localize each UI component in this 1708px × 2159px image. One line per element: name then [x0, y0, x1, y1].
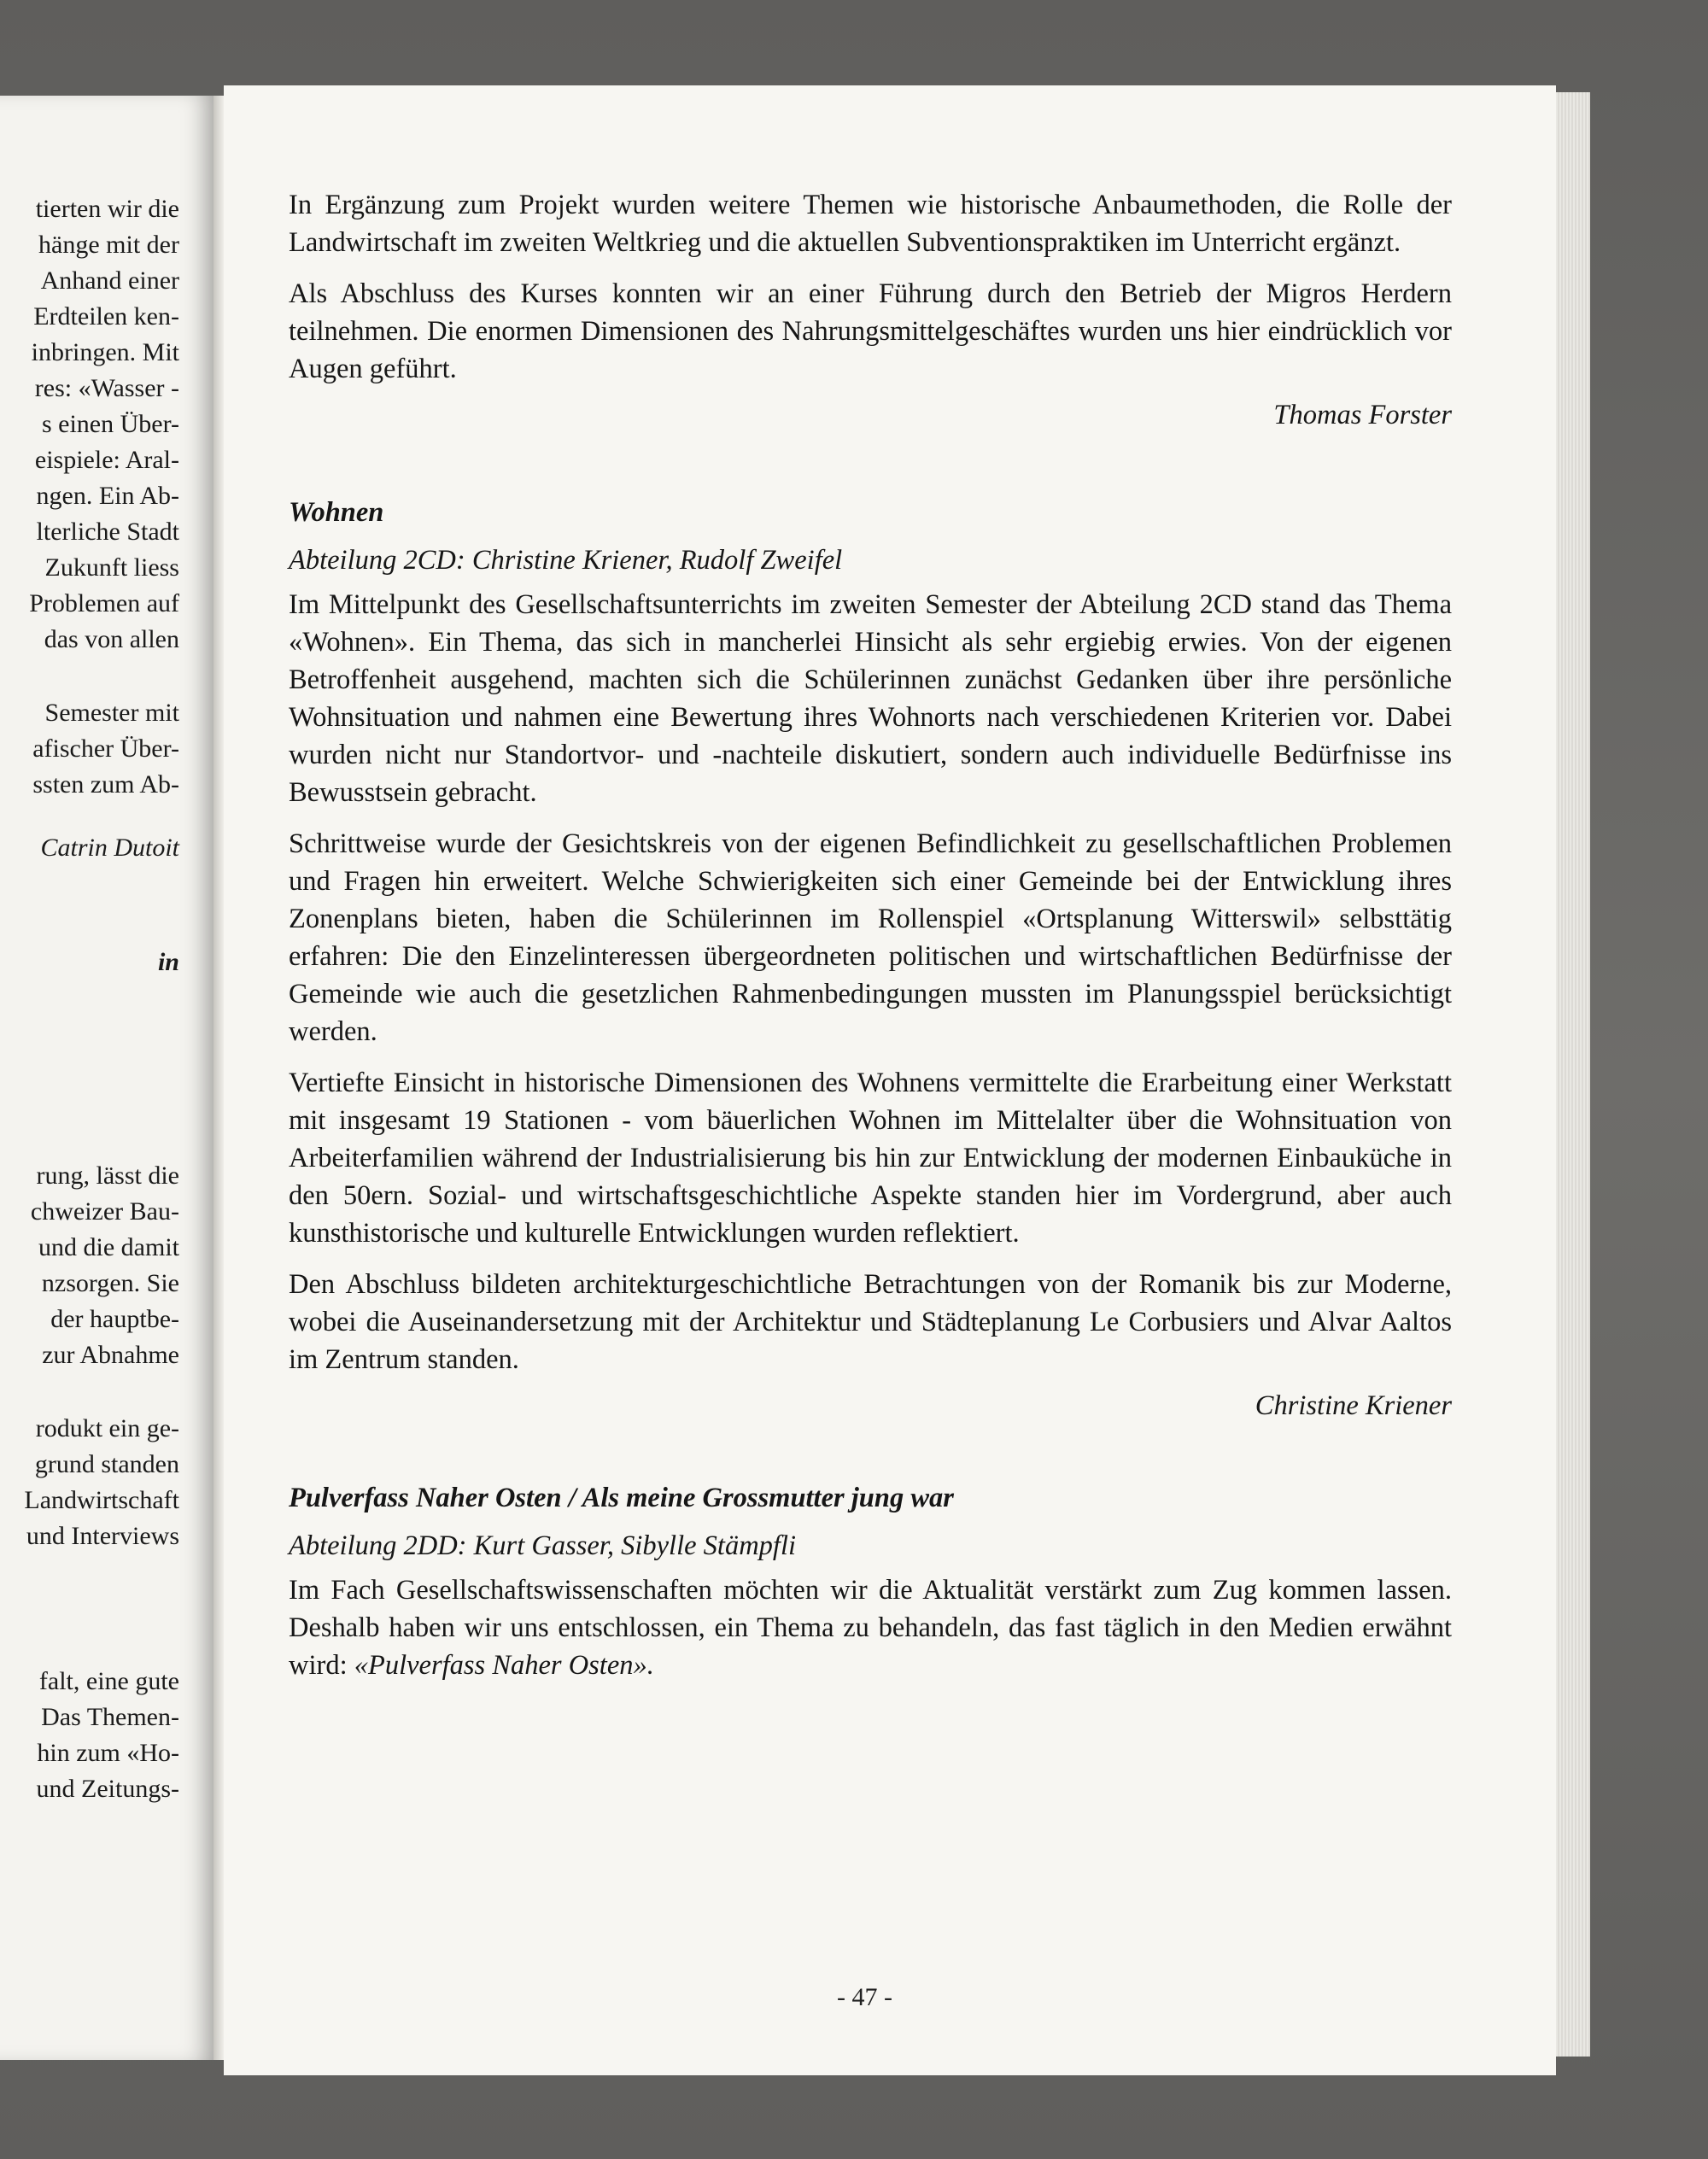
- department-line: Abteilung 2CD: Christine Kriener, Rudolf Zweifel: [289, 545, 843, 576]
- section-paragraph: [289, 1571, 1452, 1684]
- section-paragraph: Schrittweise wurde der Gesichtskreis von der eigenen Befindlichkeit zu gesellschaftlichen Problemen und Fragen hin erweitert. Welche Schwierigkeiten sich einer Gemeinde bei der Entwicklung ihres Zonenplans bieten, haben die Schülerinnen im Rollenspiel «Ortsplanung Witterswil» selbsttätig erfahren: Die den Einzelinteressen übergeordneten politischen und wirtschaftlichen Bedürfnisse der Gemeinde wie auch die gesetzlichen Rahmenbedingungen mussten im Planungsspiel berücksichtigt werden.: [289, 828, 1452, 1047]
- left-signature: Catrin Dutoit: [40, 834, 179, 862]
- page-number: - 47 -: [837, 1983, 892, 2011]
- left-line: chweizer Bau-: [30, 1197, 179, 1226]
- book-spine: [214, 96, 224, 2060]
- section-title-pulverfass: Pulverfass Naher Osten / Als meine Grossmutter jung war: [289, 1483, 954, 1513]
- left-line: Landwirtschaft: [24, 1486, 179, 1514]
- signature-christine-kriener: Christine Kriener: [1255, 1390, 1452, 1421]
- left-line: das von allen: [44, 625, 179, 653]
- left-line: s einen Über-: [41, 410, 179, 438]
- left-line: Anhand einer: [40, 266, 179, 295]
- left-line: ngen. Ein Ab-: [36, 482, 179, 510]
- left-line: Problemen auf: [29, 589, 179, 617]
- signature-thomas-forster: Thomas Forster: [1273, 400, 1452, 430]
- page-content: [289, 186, 1452, 1698]
- left-line: tierten wir die: [35, 195, 179, 223]
- left-line: nzsorgen. Sie: [41, 1269, 179, 1297]
- left-line: ssten zum Ab-: [32, 770, 179, 799]
- left-line: Semester mit: [44, 699, 179, 727]
- department-line: Abteilung 2DD: Kurt Gasser, Sibylle Stämpfli: [289, 1530, 796, 1561]
- paragraph-quote: «Pulverfass Naher Osten».: [354, 1650, 654, 1681]
- paragraph-text: Im Fach Gesellschaftswissenschaften möchten wir die Aktualität verstärkt zum Zug kommen lassen. Deshalb haben wir uns entschlossen, ein Thema zu behandeln, das fast täglich in den Medien erwähnt wird:: [289, 1575, 1452, 1681]
- left-line: Erdteilen ken-: [33, 302, 179, 331]
- left-line: Das Themen-: [41, 1703, 179, 1731]
- left-line: grund standen: [34, 1450, 179, 1478]
- left-line: hänge mit der: [38, 231, 179, 259]
- left-line: hin zum «Ho-: [37, 1739, 179, 1767]
- left-line: lterliche Stadt: [36, 518, 179, 546]
- left-line: falt, eine gute: [38, 1667, 179, 1695]
- left-line: rung, lässt die: [36, 1161, 179, 1190]
- section-paragraph: Im Mittelpunkt des Gesellschaftsunterrichts im zweiten Semester der Abteilung 2CD stand das Thema «Wohnen». Ein Thema, das sich in mancherlei Hinsicht als sehr ergiebig erwies. Von der eigenen Betroffenheit ausgehend, machten sich die Schülerinnen zunächst Gedanken über ihre persönliche Wohnsituation und nahmen eine Bewertung ihres Wohnorts nach verschiedenen Kriterien vor. Dabei wurden nicht nur Standortvor- und -nachteile diskutiert, sondern auch individuelle Bedürfnisse ins Bewusstsein gebracht.: [289, 589, 1452, 808]
- left-line: inbringen. Mit: [31, 338, 179, 366]
- left-line: zur Abnahme: [42, 1341, 179, 1369]
- intro-paragraph: In Ergänzung zum Projekt wurden weitere Themen wie historische Anbaumethoden, die Rolle der Landwirtschaft im zweiten Weltkrieg und die aktuellen Subventionspraktiken im Unterricht ergänzt.: [289, 190, 1452, 258]
- left-line: Zukunft liess: [44, 553, 179, 582]
- section-paragraph: Vertiefte Einsicht in historische Dimensionen des Wohnens vermittelte die Erarbeitung einer Werkstatt mit insgesamt 19 Stationen - vom bäuerlichen Wohnen im Mittelalter über die Wohnsituation von Arbeiterfamilien während der Industrialisierung bis hin zur Entwicklung der modernen Einbauküche in den 50ern. Sozial- und wirtschaftsgeschichtliche Aspekte standen hier im Vordergrund, aber auch kunsthistorische und kulturelle Entwicklungen wurden reflektiert.: [289, 1068, 1452, 1249]
- left-page: [0, 96, 214, 2060]
- left-line: rodukt ein ge-: [35, 1414, 179, 1442]
- section-title-wohnen: Wohnen: [289, 497, 384, 528]
- intro-paragraph: Als Abschluss des Kurses konnten wir an einer Führung durch den Betrieb der Migros Herdern teilnehmen. Die enormen Dimensionen des Nahrungsmittelgeschäftes wurden uns hier eindrücklich vor Augen geführt.: [289, 278, 1452, 384]
- left-heading: in: [157, 948, 179, 976]
- left-line: und Interviews: [26, 1522, 179, 1550]
- left-line: und Zeitungs-: [36, 1775, 179, 1803]
- left-line: res: «Wasser -: [34, 374, 179, 402]
- left-line: eispiele: Aral-: [34, 446, 179, 474]
- section-paragraph: Den Abschluss bildeten architekturgeschichtliche Betrachtungen von der Romanik bis zur Moderne, wobei die Auseinandersetzung mit der Architektur und Städteplanung Le Corbusiers und Alvar Aaltos im Zentrum standen.: [289, 1269, 1452, 1375]
- page-edges: [1556, 92, 1590, 2057]
- left-line: und die damit: [38, 1233, 179, 1261]
- left-line: afischer Über-: [32, 734, 179, 763]
- left-line: der hauptbe-: [50, 1305, 179, 1333]
